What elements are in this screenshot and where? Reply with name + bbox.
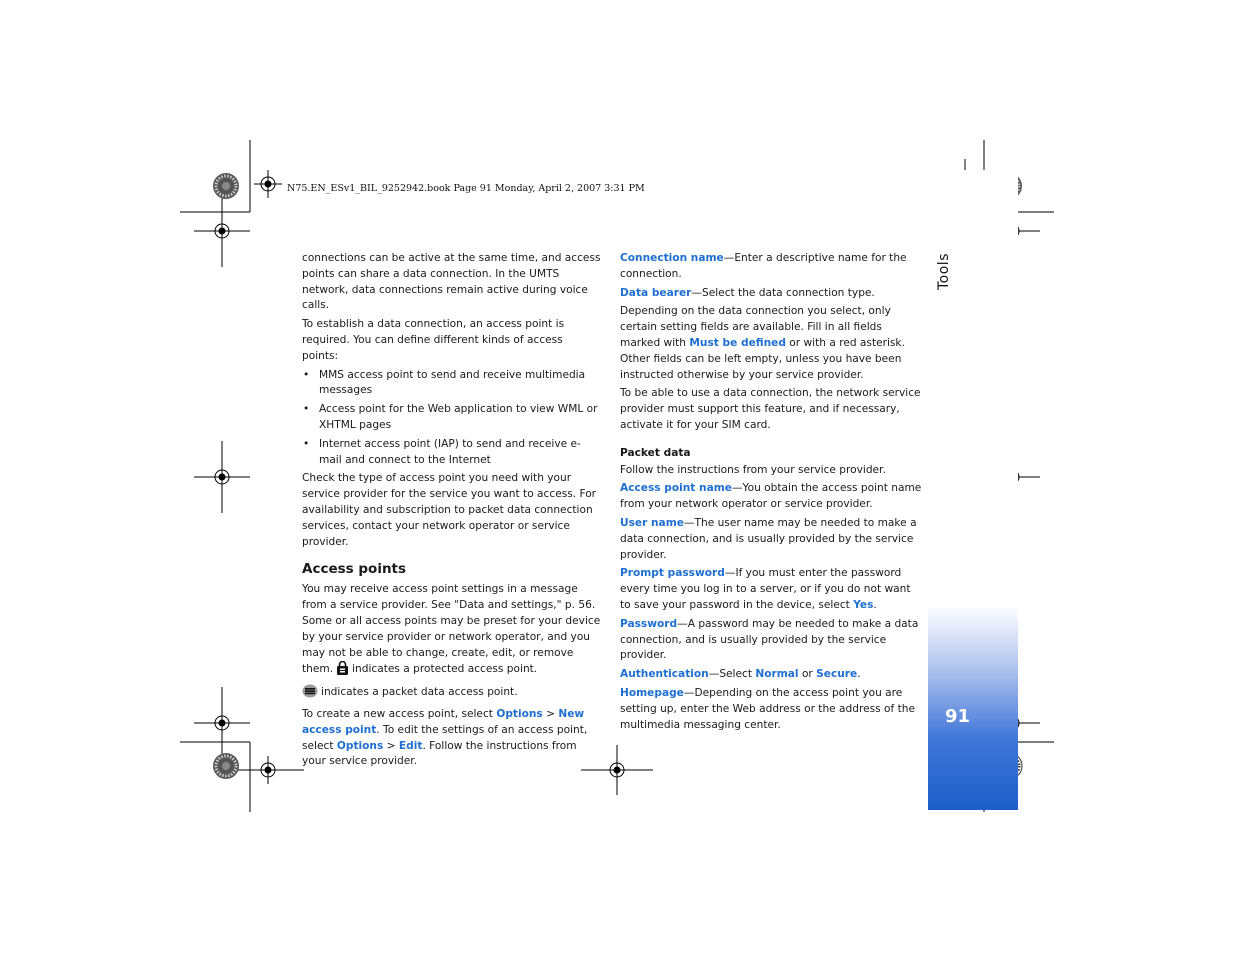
setting-access-point-name: Access point name: [620, 482, 732, 495]
text: indicates a protected access point.: [352, 663, 538, 676]
text: or with a red asterisk. Other fields can be left empty, unless you have been instructed otherwise by your service provider.: [620, 336, 905, 381]
access-point-types-list: [302, 368, 602, 469]
text: —If you must enter the password every time you log in to a server, or if you do not want to save your password in the device, select: [620, 567, 911, 611]
paragraph: [302, 684, 602, 704]
paragraph: [302, 707, 602, 770]
paragraph: [302, 582, 602, 681]
menu-option-new-access-point: New access point: [302, 707, 585, 736]
chapter-tab-label: Tools: [936, 253, 952, 290]
text: .: [873, 598, 877, 611]
list-item-text: MMS access point to send and receive multimedia messages: [319, 368, 586, 397]
registration-mark-icon: [194, 441, 250, 513]
packet-data-icon: [302, 684, 318, 704]
text: To create a new access point, select: [302, 707, 493, 720]
menu-option-edit: Edit: [398, 739, 423, 752]
registration-mark-icon: [232, 756, 304, 784]
text: —The user name may be needed to make a data connection, and is usually provided by the service provider.: [620, 516, 917, 561]
paragraph: connections can be active at the same time, and access points can share a data connection. In the UMTS network, data connections remain active during voice calls.: [302, 252, 601, 312]
paragraph: [620, 667, 922, 683]
text: >: [546, 707, 555, 720]
setting-password: Password: [620, 617, 678, 630]
paragraph: [620, 251, 922, 283]
setting-prompt-password: Prompt password: [620, 567, 725, 580]
bullet-icon: •: [303, 403, 310, 416]
text: —Select the data connection type.: [691, 286, 875, 299]
text: You may receive access point settings in a message from a service provider. See "Data and settings," p. 56. Some or all access points may be preset for your device by your service provider or network operator, and you may not be able to change, create, edit, or remove them.: [302, 583, 601, 676]
paragraph: Check the type of access point you need with your service provider for the service you want to access. For availability and subscription to packet data connection services, contact your network operator or service provider.: [302, 472, 597, 548]
left-column: [302, 251, 602, 773]
print-header-info: N75.EN_ESv1_BIL_9252942.book Page 91 Monday, April 2, 2007 3:31 PM: [287, 183, 645, 194]
text: . To edit the settings of an access point, select: [302, 723, 588, 752]
subsection-title: Packet data: [620, 446, 691, 459]
protected-access-point-icon: [336, 661, 349, 681]
print-rosette-icon: [213, 753, 239, 779]
text: —Select: [708, 668, 752, 681]
value-yes: Yes: [853, 598, 874, 611]
menu-option-options: Options: [496, 707, 543, 720]
text: —Depending on the access point you are setting up, enter the Web address or the address of the multimedia messaging center.: [620, 686, 916, 731]
text: —Enter a descriptive name for the connection.: [620, 252, 907, 280]
text: .: [857, 668, 861, 681]
right-column: [620, 251, 922, 736]
text: —A password may be needed to make a data connection, and is usually provided by the service provider.: [620, 617, 919, 662]
registration-mark-icon: [194, 195, 250, 267]
paragraph: [620, 686, 922, 733]
setting-user-name: User name: [620, 516, 684, 529]
paragraph: To be able to use a data connection, the network service provider must support this feature, and if necessary, activate it for your SIM card.: [620, 387, 921, 431]
bullet-icon: •: [303, 368, 310, 381]
paragraph: [620, 304, 922, 383]
setting-data-bearer: Data bearer: [620, 286, 692, 299]
paragraph: [620, 617, 922, 664]
setting-homepage: Homepage: [620, 686, 684, 699]
list-item: [302, 368, 602, 400]
list-item-text: Access point for the Web application to view WML or XHTML pages: [319, 403, 598, 431]
value-must-be-defined: Must be defined: [689, 336, 786, 349]
section-title: Access points: [302, 561, 407, 578]
page-number: 91: [945, 706, 971, 727]
paragraph: [620, 516, 922, 563]
text: indicates a packet data access point.: [321, 686, 518, 699]
setting-connection-name: Connection name: [620, 252, 724, 264]
text: >: [386, 739, 396, 752]
text: . Follow the instructions from your service provider.: [302, 739, 577, 768]
paragraph: To establish a data connection, an access point is required. You can define different kinds of access points:: [302, 318, 565, 362]
paragraph: [620, 286, 922, 302]
value-secure: Secure: [816, 668, 858, 681]
registration-mark-icon: [194, 687, 250, 759]
paragraph: Follow the instructions from your service provider.: [620, 463, 886, 476]
paragraph: [620, 566, 922, 613]
list-item-text: Internet access point (IAP) to send and receive e-mail and connect to the Internet: [319, 437, 581, 466]
registration-mark-icon: [254, 170, 282, 198]
bullet-icon: •: [303, 437, 310, 450]
list-item: [302, 437, 602, 469]
text: —You obtain the access point name from your network operator or service provider.: [620, 482, 922, 511]
menu-option-options: Options: [336, 739, 384, 752]
list-item: [302, 402, 602, 434]
value-normal: Normal: [755, 668, 799, 681]
text: or: [801, 668, 813, 681]
setting-authentication: Authentication: [620, 668, 709, 681]
paragraph: [620, 481, 922, 513]
text: Depending on the data connection you select, only certain setting fields are available. Fill in all fields marked with: [620, 305, 891, 349]
print-rosette-icon: [213, 173, 239, 199]
